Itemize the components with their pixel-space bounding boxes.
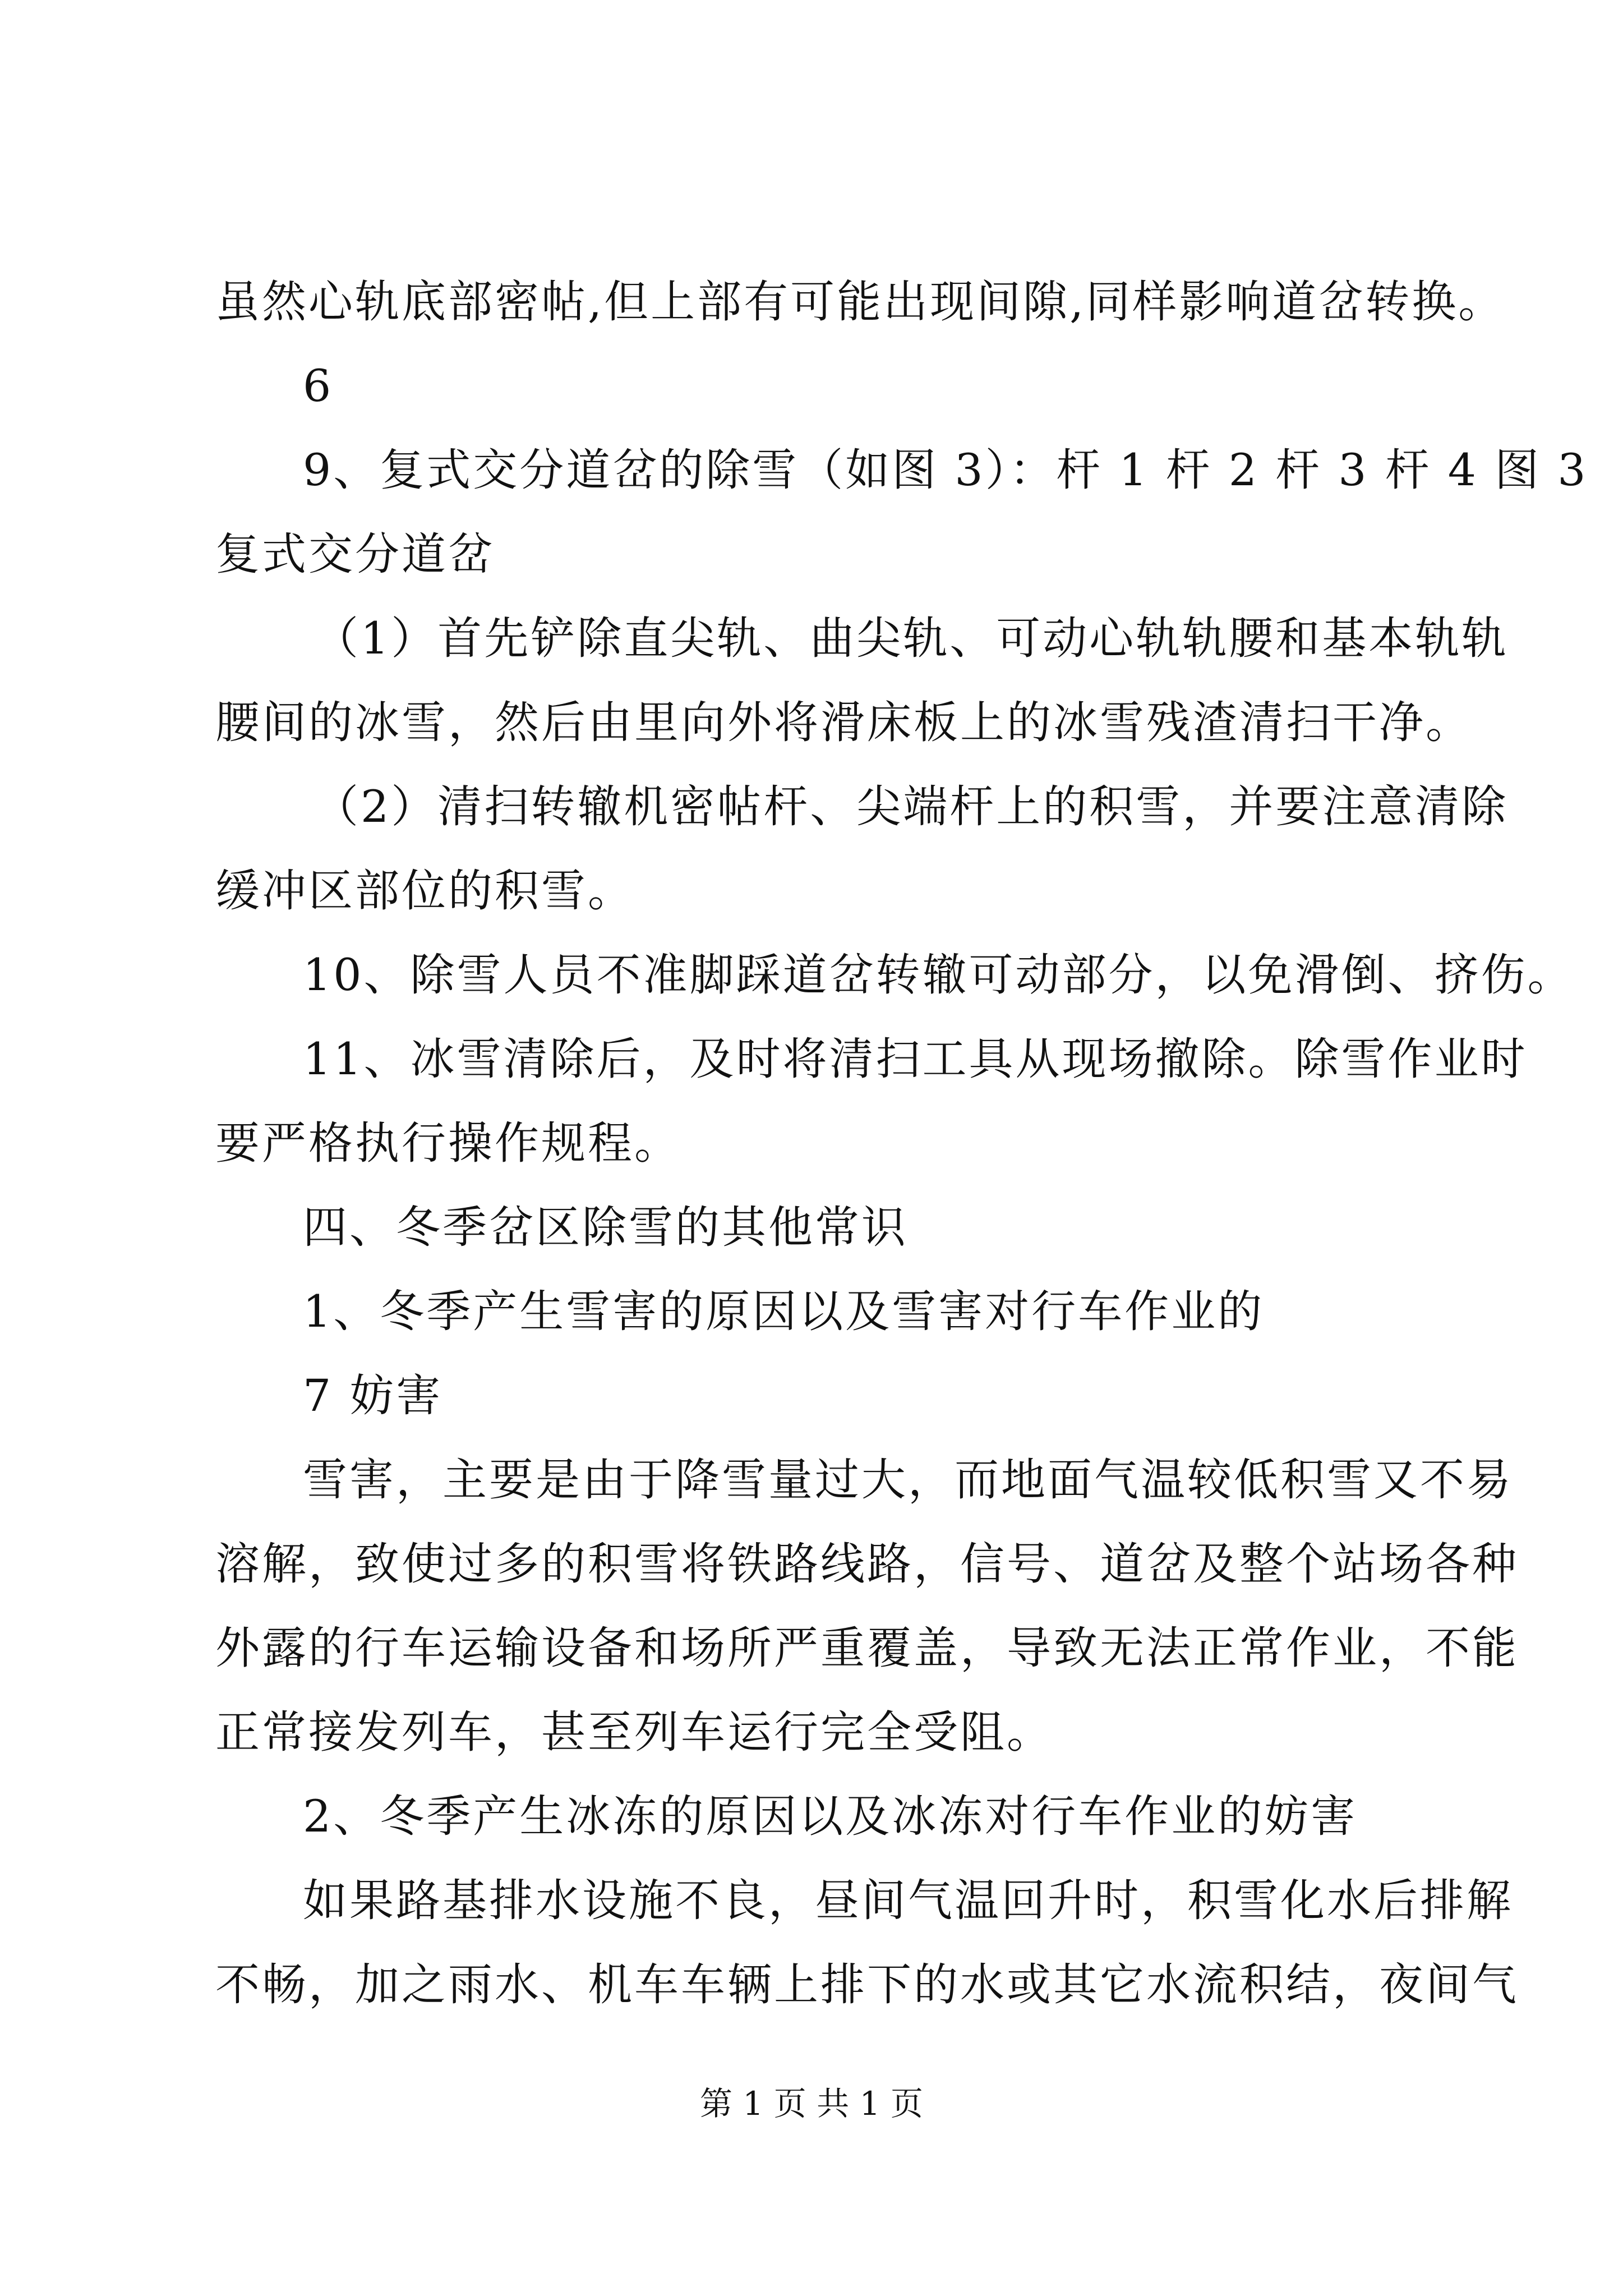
- subsection-heading: 1、冬季产生雪害的原因以及雪害对行车作业的: [303, 1286, 1265, 1337]
- text-line: 缓冲区部位的积雪。: [215, 865, 634, 917]
- list-item: 10、除雪人员不准脚踩道岔转辙可动部分，以免滑倒、挤伤。: [303, 949, 1574, 1001]
- page-marker: 7 妨害: [303, 1370, 443, 1421]
- paragraph-line: 雪害，主要是由于降雪量过大，而地面气温较低积雪又不易: [303, 1454, 1513, 1506]
- text-line: 复式交分道岔: [215, 528, 495, 580]
- text-line: 虽然心轨底部密帖,但上部有可能出现间隙,同样影响道岔转换。: [215, 276, 1505, 328]
- list-item: 11、冰雪清除后，及时将清扫工具从现场撤除。除雪作业时: [303, 1033, 1528, 1085]
- subsection-heading: 2、冬季产生冰冻的原因以及冰冻对行车作业的妨害: [303, 1791, 1358, 1842]
- list-item: （2）清扫转辙机密帖杆、尖端杆上的积雪，并要注意清除: [314, 781, 1509, 832]
- text-line: 溶解，致使过多的积雪将铁路线路，信号、道岔及整个站场各种: [215, 1538, 1519, 1590]
- text-line: 正常接发列车，甚至列车运行完全受阻。: [215, 1706, 1053, 1758]
- list-item: （1）首先铲除直尖轨、曲尖轨、可动心轨轨腰和基本轨轨: [314, 613, 1509, 664]
- text-line: 不畅，加之雨水、机车车辆上排下的水或其它水流积结，夜间气: [215, 1959, 1519, 2010]
- section-heading: 9、复式交分道岔的除雪（如图 3）：杆 1 杆 2 杆 3 杆 4 图 3: [303, 444, 1588, 496]
- page-marker: 6: [303, 360, 334, 412]
- section-heading: 四、冬季岔区除雪的其他常识: [303, 1202, 908, 1253]
- text-line: 外露的行车运输设备和场所严重覆盖，导致无法正常作业，不能: [215, 1622, 1519, 1674]
- text-line: 要严格执行操作规程。: [215, 1117, 681, 1169]
- text-line: 腰间的冰雪，然后由里向外将滑床板上的冰雪残渣清扫干净。: [215, 697, 1472, 748]
- page-footer: 第 1 页 共 1 页: [700, 2085, 923, 2123]
- paragraph-line: 如果路基排水设施不良，昼间气温回升时，积雪化水后排解: [303, 1875, 1513, 1926]
